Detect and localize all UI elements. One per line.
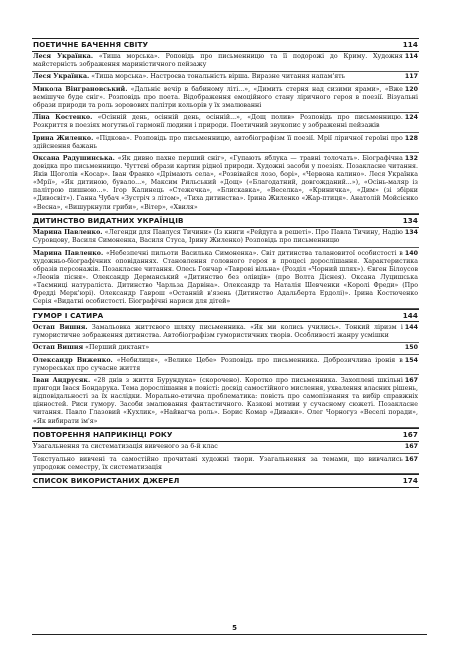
toc-page-number: 150 xyxy=(404,344,418,352)
toc-page-number: 144 xyxy=(402,310,418,320)
toc-entry-author: Леся Українка. xyxy=(33,53,94,61)
toc-page-number: 167 xyxy=(404,377,418,385)
toc-section-heading xyxy=(32,474,419,488)
toc-page-number: 117 xyxy=(404,73,418,81)
toc-section-heading xyxy=(32,38,419,52)
toc-entry-author: Оксана Радушинська. xyxy=(33,154,115,162)
toc-entry xyxy=(32,442,419,454)
toc-entry xyxy=(32,322,419,342)
toc-page-number: 154 xyxy=(404,356,418,364)
toc-entry-text: «Тиша морська». Роповідь про письменницю та її подорожі до Криму. Художня майстерність зображення мариністичного пейзажу xyxy=(33,53,403,69)
toc-entry-text: Узагальнення та систематизація вивченого за 6-й клас xyxy=(33,443,218,451)
toc-entry-author: Остап Вишня xyxy=(33,344,84,352)
toc-page-number: 144 xyxy=(404,324,418,332)
toc-page-number: 120 xyxy=(404,85,418,93)
toc-entry xyxy=(32,84,419,112)
table-of-contents xyxy=(32,38,419,488)
toc-page-number: 114 xyxy=(402,40,418,49)
toc-entry xyxy=(32,375,419,428)
toc-section-heading xyxy=(32,309,419,323)
page-number xyxy=(0,624,469,632)
toc-entry-author: Ірина Жиленко. xyxy=(33,134,94,142)
toc-entry xyxy=(32,72,419,84)
toc-page-number: 140 xyxy=(404,249,418,257)
toc-section-title: ГУМОР І САТИРА xyxy=(33,310,104,320)
toc-section-title: ПОЕТИЧНЕ БАЧЕННЯ СВІТУ xyxy=(33,40,149,49)
toc-entry-text: «28 днів з життя Бурундука» (скорочено). Коротко про письменника. Захоплені шкільні пригоди Івася Бондарука. Тема дорослішання в повісті: досвід самостійного мислення, ухвалення власних рішень, відповідальності за їх наслідки. Морально-етична проблематика: повість про самопізнання та вибір справжніх цінностей. Риси гумору. Засоби змалювання фантастичного. Казкові мотиви у сучасному сюжеті. Позакласне читання. Павло Глазовий «Кухлик», «Найвагча роль». Борис Комар «Диваки». Олег Чорногуз «Веселі поради», «Як вибирати ім'я» xyxy=(33,377,418,425)
toc-entry-author: Олександр Виженко. xyxy=(33,356,113,364)
toc-page-number: 167 xyxy=(404,455,418,463)
toc-entry-text: «Небилиця», «Велике Цебе» Розповідь про письменника. Доброзичлива іронія в гумореськах про сучасне життя xyxy=(33,356,403,372)
toc-page-number: 124 xyxy=(404,114,418,122)
toc-entry-author: Марина Павленко. xyxy=(33,249,104,257)
toc-entry xyxy=(32,248,419,309)
footer-divider xyxy=(32,634,427,635)
toc-entry xyxy=(32,343,419,355)
toc-entry xyxy=(32,113,419,133)
toc-section-title: СПИСОК ВИКОРИСТАНИХ ДЖЕРЕЛ xyxy=(33,476,180,486)
toc-entry-author: Остап Вишня. xyxy=(33,324,88,332)
toc-entry xyxy=(32,228,419,248)
toc-entry-author: Леся Українка. xyxy=(33,73,90,81)
toc-entry-author: Іван Андрусяк. xyxy=(33,377,91,385)
toc-entry-text: «Легенди для Павлуся Тичини» (Із книги «Рейдуга в решеті». Про Павла Тичину, Надію Суровцову, Василя Симоненка, Василя Стуса, Ірину Жиленко) Розповідь про письменницю xyxy=(33,229,403,245)
page-number-text: 5 xyxy=(229,624,240,632)
toc-entry-author: Микола Вінграновський. xyxy=(33,85,128,93)
toc-entry-author: Ліна Костенко. xyxy=(33,114,93,122)
toc-entry-text: «Перший диктант» xyxy=(85,344,150,352)
toc-section-title: ДИТИНСТВО ВИДАТНИХ УКРАЇНЦІВ xyxy=(33,216,184,226)
toc-entry xyxy=(32,355,419,375)
toc-section-heading xyxy=(32,214,419,228)
toc-entry-text: Замальовка життєвого шляху письменника. «Як ми колись учились». Тонкий ліризм і гумористичне зображення дитинства. Автобіографізм гумористичних творів. Особливості жанру усмішки xyxy=(33,324,403,340)
toc-entry-text: «Небезпечні пильоти Василька Симоненка». Світ дитинства талановитої особистості в художньо-біографічних оповіданнях. Становлення головного героя в процесі дорослішання. Характеристика образів персонажів. Позакласне читання. Олесь Гончар «Таврові вільна» (Розділ «Чорний шлях»). Євген Білоусов «Леонів пісня». Олександр Дерманський «Дитинство без олівців» (про Волта Діснея). Оксана Луцишська «Таємниці натураліста. Дитинство Чарльза Дарвіна». Олександр та Наталія Шевченки «Королі Фреди» (Про Фредді Мерк'юрі). Олександр Гаврош «Останній в'язень (Дитинство Адальберта Ердолі)». Ірина Костюченко Серія «Видатні особистості. Біографічні нариси для дітей» xyxy=(33,249,418,306)
toc-entry-text: «Підкова». Розповідь про письменницю, автобіографізм її поезії. Мрії ліричної героїні про здійснення бажань xyxy=(33,134,403,150)
toc-entry xyxy=(32,133,419,153)
toc-page-number: 167 xyxy=(402,430,418,440)
toc-page-number: 134 xyxy=(402,216,418,226)
toc-section-heading xyxy=(32,428,419,442)
toc-entry-text: «Як дивно пахне перший сніг», «Гупають яблука — травні толочать». Біографічна довідка про письменницю. Чуттєві образи картин рідної природи. Художні засоби у поезіях. Позакласне читання. Яків Щоголів «Косар». Іван Франко «Дрімають села», «Розвівайся лозо, борі», «Червона калино». Леся Українка «Мрії», «Як дитиною, бувало...», Максим Рильський «Дощ» («Благодатний, довгожданий...»), «Осінь-маляр із палітрою пишною...». Ігор Калинець «Стежечка», «Блискавка», «Веселка», «Криничка», «Дим» (зі збірки «Дивосвіт»). Ганна Чубач «Зустріч з літом», «Тиха дитинства». Ірина Жиленко «Жар-птиця». Анатолій Мойсієнко «Весна», «Вишуркнули гриби», «Вітер», «Хвиля» xyxy=(33,154,418,211)
toc-entry-author: Марина Павленко. xyxy=(33,229,103,237)
toc-page-number: 167 xyxy=(404,443,418,451)
toc-entry xyxy=(32,454,419,474)
toc-entry-text: «Дальніє вечір в бабиному літі...», «Димить стерня над сизими ярами», «Вже вемішуче буде сніг». Розповідь про поета. Відображення емоційного стану ліричного героя в поезії. Візуальні образи природи та роль зоровових палітри кольорів у їх змалюванні xyxy=(33,85,418,109)
toc-entry-text: «Тиша морська». Настроєва тональність вірша. Виразне читання напам'ять xyxy=(91,73,346,81)
toc-page-number: 128 xyxy=(404,134,418,142)
toc-page-number: 134 xyxy=(404,229,418,237)
toc-section-title: ПОВТОРЕННЯ НАПРИКІНЦІ РОКУ xyxy=(33,430,173,440)
toc-page-number: 114 xyxy=(404,53,418,61)
toc-page-number: 132 xyxy=(404,154,418,162)
toc-entry xyxy=(32,153,419,214)
toc-entry xyxy=(32,52,419,72)
toc-page-number: 174 xyxy=(402,476,418,486)
toc-entry-text: Текстуально вивчені та самостійно прочитані художні твори. Узагальнення за темами, що вивчались упродовж семестру, їх систематизація xyxy=(33,455,403,471)
toc-entry-text: «Осінній день, осінній день, осінній...», «Дощ полив» Розповідь про письменницю. Розкриття в поезіях могутньої гармонії людини і природи. Поетичний звукопис у зображенні пейзажів xyxy=(33,114,403,130)
